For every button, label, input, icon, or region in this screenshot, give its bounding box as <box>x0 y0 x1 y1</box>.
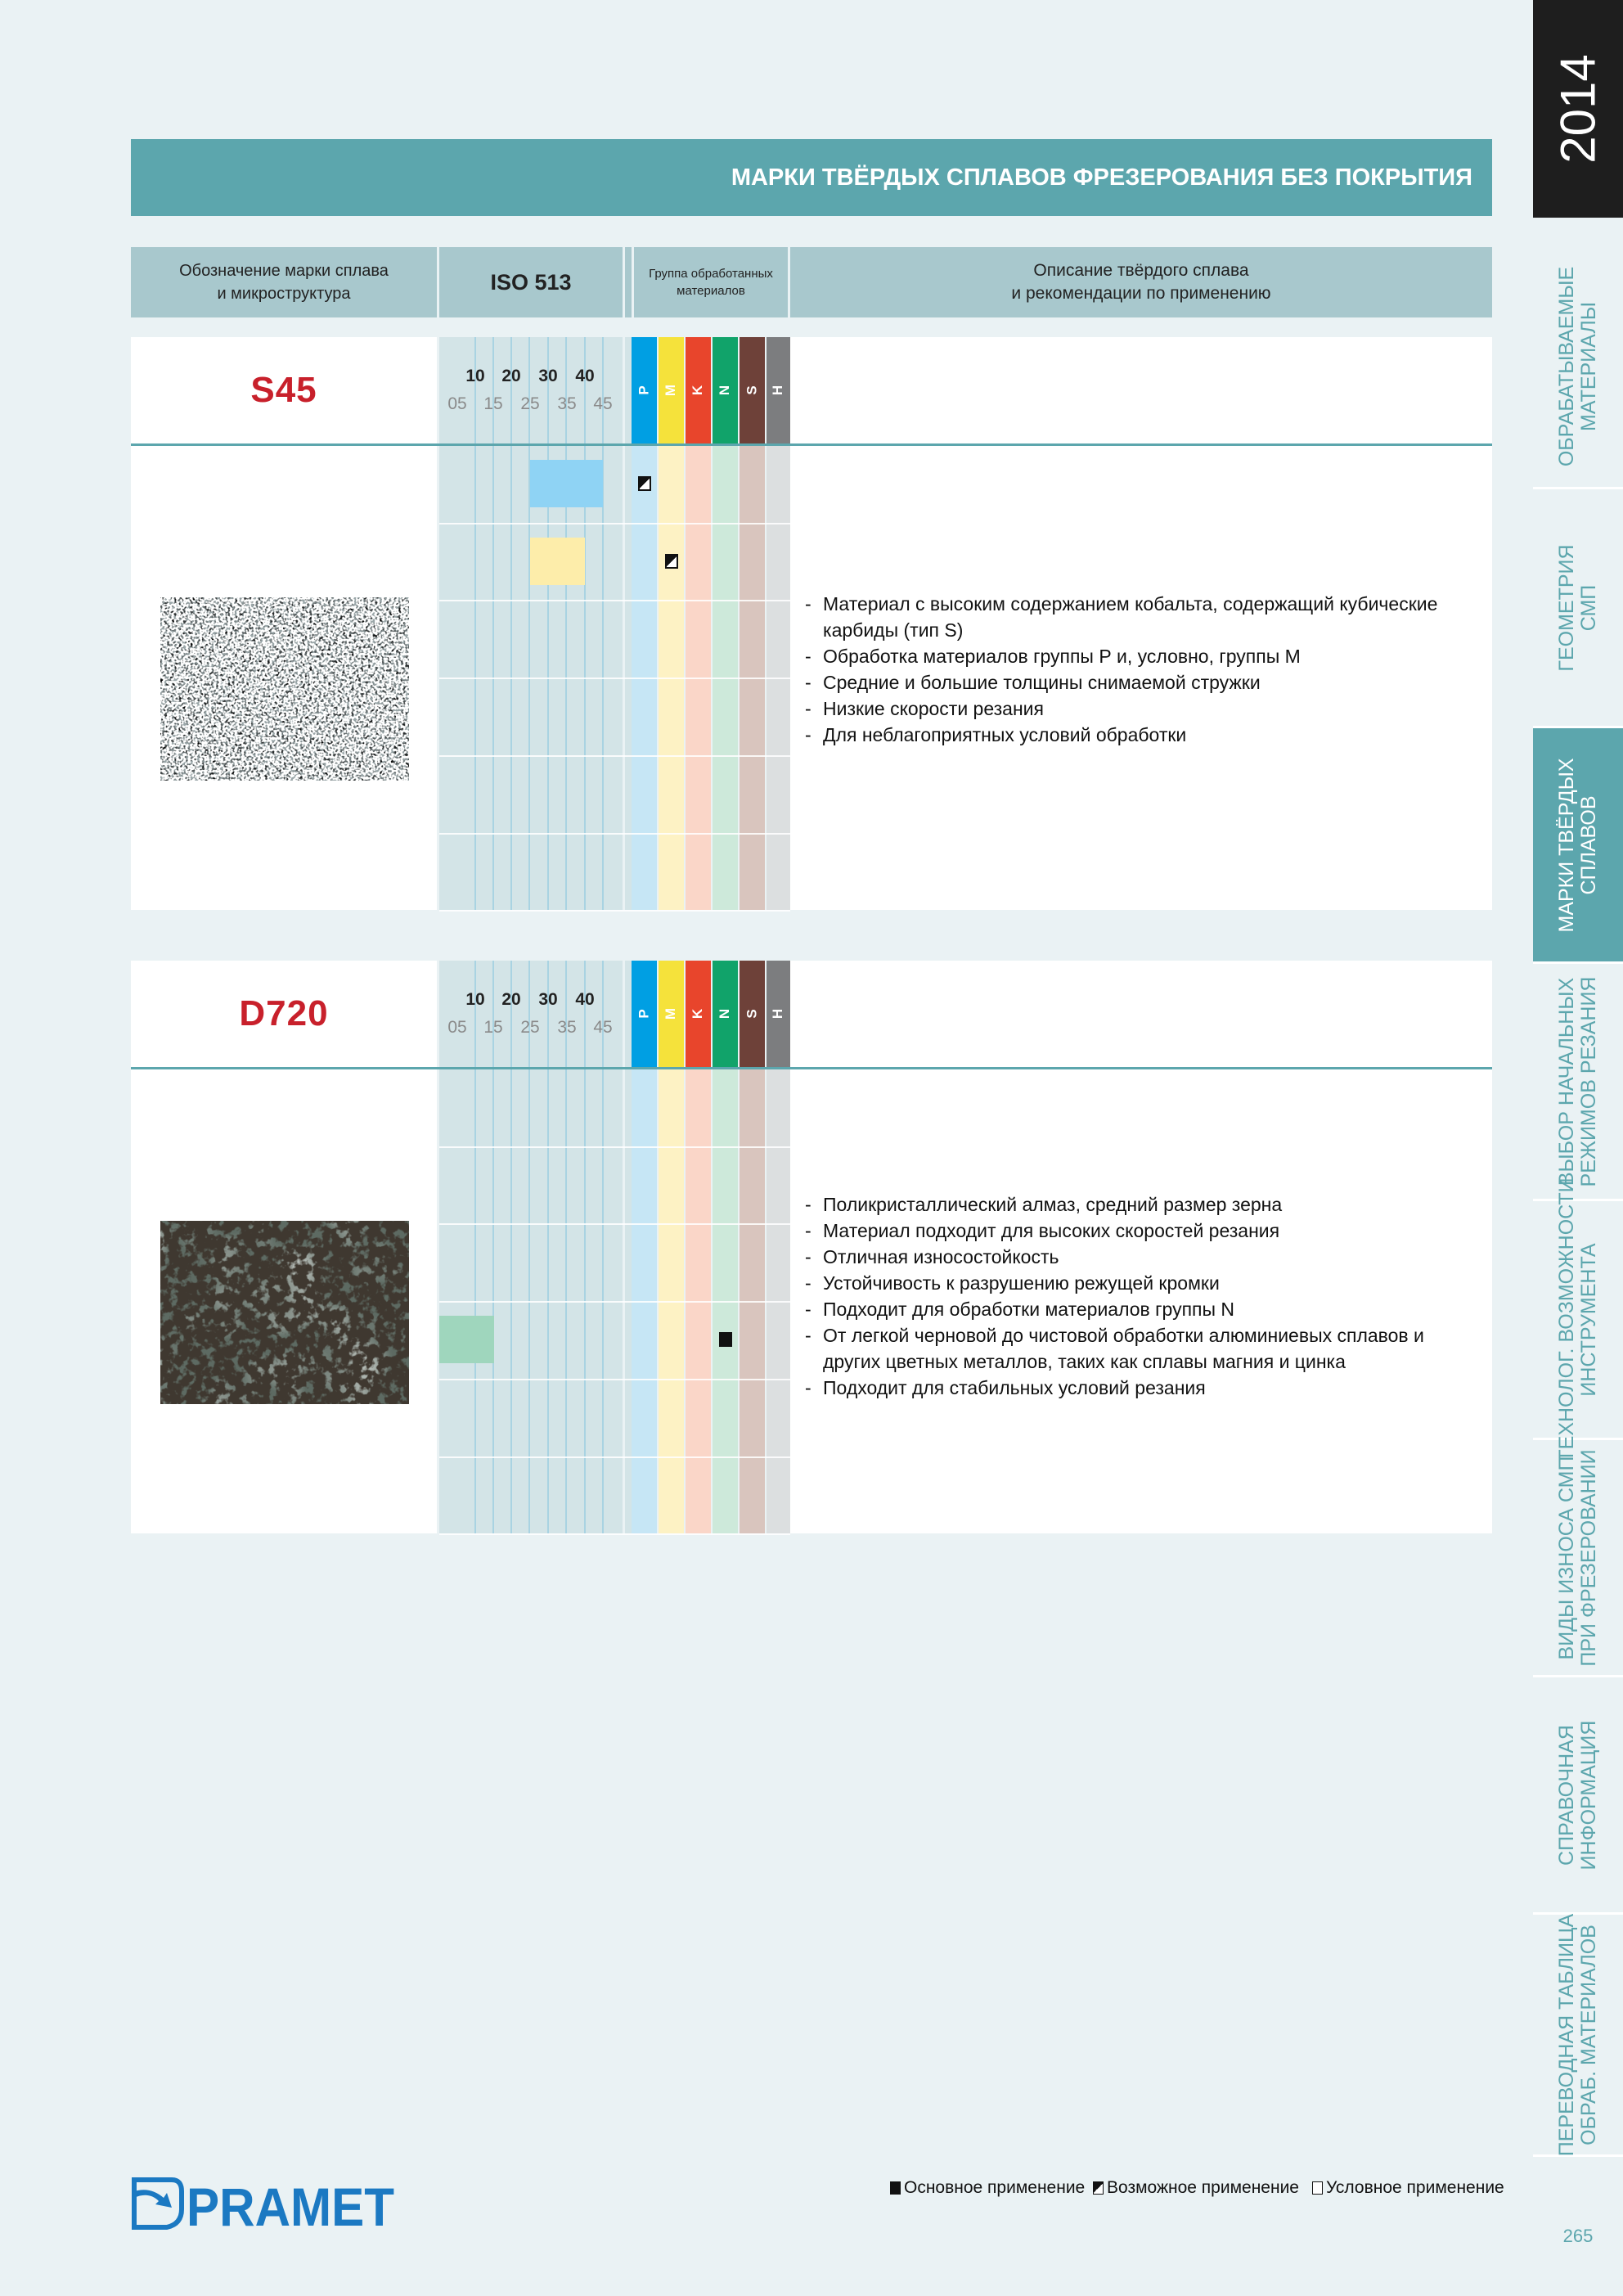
legend-main-label: Основное применение <box>904 2178 1086 2197</box>
side-tab-line: ИНСТРУМЕНТА <box>1577 1242 1600 1397</box>
side-tab[interactable] <box>1533 1177 1623 1462</box>
side-tab-line: ГЕОМЕТРИЯ <box>1555 543 1578 672</box>
application-mark-main <box>719 1332 732 1347</box>
iso-gridline <box>510 961 512 1533</box>
material-header-k <box>686 961 711 1067</box>
legend-possible <box>1093 2178 1299 2198</box>
row-separator <box>439 523 790 524</box>
side-tab-line: ОБРАБАТЫВАЕМЫЕ <box>1555 266 1578 466</box>
description-item: - Обработка материалов группы Р и, условно, группы М <box>805 643 1484 669</box>
side-tab-line: ПРИ ФРЕЗЕРОВАНИИ <box>1577 1448 1600 1667</box>
iso-major-label: 40 <box>575 990 595 1009</box>
application-bar <box>530 538 585 585</box>
legend <box>890 2178 1504 2203</box>
page-title: МАРКИ ТВЁРДЫХ СПЛАВОВ ФРЕЗЕРОВАНИЯ БЕЗ ПОКРЫТИЯ <box>131 139 1492 216</box>
header-iso-spacer <box>625 247 632 317</box>
material-header-s <box>740 337 765 443</box>
row-separator <box>439 833 790 835</box>
grade-name-cell <box>131 337 437 443</box>
iso-gridline <box>492 337 494 910</box>
header-desc-line1: Описание твёрдого сплава <box>1033 261 1249 280</box>
side-tab-label <box>1556 1449 1600 1666</box>
side-tab-line: МАРКИ ТВЁРДЫХ <box>1555 757 1578 933</box>
row-separator <box>439 1146 790 1148</box>
description-item: - Материал подходит для высоких скоростей резания <box>805 1218 1476 1244</box>
description-item: - Материал с высоким содержанием кобальта, содержащий кубические карбиды (тип S) <box>805 591 1484 643</box>
application-mark-possible <box>665 554 678 569</box>
header-iso: ISO 513 <box>439 247 623 317</box>
iso-gridline <box>584 337 586 910</box>
material-code: N <box>717 1008 733 1020</box>
iso-gridline <box>547 337 549 910</box>
iso-scale <box>439 337 623 910</box>
description-item: - Подходит для стабильных условий резания <box>805 1375 1476 1401</box>
material-column-m <box>659 961 684 1533</box>
row-separator <box>439 755 790 757</box>
brand-name: PRAMET <box>187 2177 394 2231</box>
side-tab[interactable] <box>1533 1915 1623 2157</box>
grade-block <box>131 961 1492 1533</box>
side-tab-line: ТЕХНОЛОГ. ВОЗМОЖНОСТИ <box>1555 1177 1578 1462</box>
description-item: - Устойчивость к разрушению режущей кромки <box>805 1270 1476 1296</box>
side-tab-line: МАТЕРИАЛЫ <box>1577 301 1600 431</box>
header-desc-line2: и рекомендации по применению <box>1011 284 1271 303</box>
header-divider <box>131 443 1492 446</box>
iso-spacer <box>625 337 632 910</box>
header-group <box>634 247 788 317</box>
description-item: - Отличная износостойкость <box>805 1244 1476 1270</box>
grade-name: S45 <box>250 370 317 410</box>
side-tab-line: СМП <box>1577 584 1600 631</box>
header-grade-line1: Обозначение марки сплава <box>179 262 389 280</box>
material-code: K <box>690 1008 706 1020</box>
description-list <box>805 591 1484 748</box>
material-header-n <box>713 337 738 443</box>
iso-gridline <box>547 961 549 1533</box>
legend-conditional-label: Условное применение <box>1326 2178 1504 2197</box>
iso-gridline <box>474 961 476 1533</box>
microstructure-image <box>160 597 409 781</box>
row-separator <box>439 1301 790 1303</box>
description-item: - Для неблагоприятных условий обработки <box>805 722 1484 748</box>
header-divider <box>131 1067 1492 1069</box>
application-bar <box>530 460 603 507</box>
side-tab[interactable] <box>1533 728 1623 964</box>
iso-gridline <box>528 337 530 910</box>
legend-main-square <box>890 2181 901 2195</box>
side-tab-line: СПРАВОЧНАЯ <box>1555 1724 1578 1866</box>
iso-major-label: 10 <box>465 367 485 385</box>
page-number: 265 <box>1562 2226 1594 2246</box>
iso-scale-labels <box>439 961 623 1067</box>
grade-name: D720 <box>239 993 329 1033</box>
microstructure-cell <box>131 1069 437 1533</box>
iso-major-label: 40 <box>575 367 595 385</box>
iso-scale-labels <box>439 337 623 443</box>
side-tab-label <box>1556 758 1600 932</box>
material-header-p <box>632 961 657 1067</box>
iso-spacer <box>625 961 632 1533</box>
material-code: H <box>770 385 786 396</box>
material-column-s <box>740 961 765 1533</box>
year-label: 2014 <box>1550 54 1606 164</box>
side-tab-line: РЕЖИМОВ РЕЗАНИЯ <box>1577 976 1600 1186</box>
material-column-h <box>767 961 790 1533</box>
side-tab-label <box>1556 544 1600 671</box>
side-tab[interactable] <box>1533 1440 1623 1677</box>
iso-gridline <box>602 961 604 1533</box>
row-separator <box>439 1223 790 1225</box>
material-code: S <box>744 1009 760 1019</box>
material-header-h <box>767 337 790 443</box>
iso-gridline <box>584 961 586 1533</box>
microstructure-cell <box>131 445 437 910</box>
material-code: M <box>663 1007 679 1020</box>
material-code: K <box>690 385 706 396</box>
iso-minor-label: 05 <box>447 1018 467 1037</box>
application-bar <box>439 1316 494 1363</box>
iso-gridline <box>510 337 512 910</box>
material-code: M <box>663 384 679 397</box>
header-grade-line2: и микроструктура <box>217 285 351 303</box>
material-code: P <box>636 385 652 395</box>
description-item: - Низкие скорости резания <box>805 696 1484 722</box>
side-tab-label <box>1556 266 1600 466</box>
iso-minor-label: 15 <box>483 394 503 413</box>
header-group-line1: Группа обработанных <box>649 267 773 281</box>
iso-gridline <box>565 337 567 910</box>
material-header-s <box>740 961 765 1067</box>
legend-main <box>890 2178 1085 2198</box>
header-grade <box>131 247 437 317</box>
side-tab-label <box>1556 976 1600 1186</box>
iso-gridline <box>474 337 476 910</box>
side-tab-label <box>1556 1720 1600 1870</box>
legend-possible-square <box>1093 2181 1104 2195</box>
material-column-h <box>767 337 790 910</box>
header-group-line2: материалов <box>677 284 745 298</box>
iso-gridline <box>565 961 567 1533</box>
material-header-h <box>767 961 790 1067</box>
side-tab-line: ВЫБОР НАЧАЛЬНЫХ <box>1555 977 1578 1186</box>
material-code: H <box>770 1008 786 1020</box>
table-header <box>131 247 1492 317</box>
material-header-p <box>632 337 657 443</box>
application-mark-possible <box>638 476 651 491</box>
pramet-logo-mark <box>134 2180 182 2227</box>
side-tab-line: ПЕРЕВОДНАЯ ТАБЛИЦА <box>1555 1913 1578 2156</box>
row-separator <box>439 678 790 679</box>
iso-gridline <box>602 337 604 910</box>
iso-minor-label: 25 <box>520 394 540 413</box>
iso-gridline <box>492 961 494 1533</box>
iso-minor-label: 35 <box>557 1018 577 1037</box>
iso-minor-label: 25 <box>520 1018 540 1037</box>
material-column-s <box>740 337 765 910</box>
grade-name-cell <box>131 961 437 1067</box>
description-item: - Подходит для обработки материалов группы N <box>805 1296 1476 1322</box>
iso-minor-label: 45 <box>593 394 613 413</box>
iso-major-label: 30 <box>538 367 558 385</box>
description-header-cell <box>790 337 1492 443</box>
description-item: - Средние и большие толщины снимаемой стружки <box>805 669 1484 696</box>
material-column-n <box>713 961 738 1533</box>
material-column-n <box>713 337 738 910</box>
side-tab-label <box>1556 1177 1600 1461</box>
side-tab-line: СПЛАВОВ <box>1577 795 1600 895</box>
year-tab <box>1533 0 1623 218</box>
description-item: - От легкой черновой до чистовой обработки алюминиевых сплавов и других цветных металлов, таких как сплавы магния и цинка <box>805 1322 1476 1375</box>
iso-major-label: 20 <box>501 990 521 1009</box>
legend-conditional-square <box>1312 2181 1323 2195</box>
header-description <box>790 247 1492 317</box>
iso-minor-label: 35 <box>557 394 577 413</box>
material-column-k <box>686 337 711 910</box>
row-separator <box>439 910 790 912</box>
description-header-cell <box>790 961 1492 1067</box>
material-header-m <box>659 961 684 1067</box>
iso-major-label: 30 <box>538 990 558 1009</box>
row-separator <box>439 1533 790 1535</box>
side-tab[interactable] <box>1533 489 1623 728</box>
legend-conditional <box>1312 2178 1504 2198</box>
side-tab[interactable] <box>1533 964 1623 1201</box>
side-tab-line: ВИДЫ ИЗНОСА СМП <box>1555 1456 1578 1659</box>
material-column-k <box>686 961 711 1533</box>
side-tab[interactable] <box>1533 245 1623 489</box>
side-tab[interactable] <box>1533 1677 1623 1915</box>
iso-major-label: 10 <box>465 990 485 1009</box>
microstructure-image <box>160 1221 409 1404</box>
iso-minor-label: 15 <box>483 1018 503 1037</box>
material-column-m <box>659 337 684 910</box>
description-item: - Поликристаллический алмаз, средний размер зерна <box>805 1191 1476 1218</box>
description-list <box>805 1191 1476 1401</box>
material-code: P <box>636 1009 652 1019</box>
iso-gridline <box>528 961 530 1533</box>
description-cell <box>790 445 1492 910</box>
side-tab-line: ИНФОРМАЦИЯ <box>1577 1720 1600 1870</box>
row-separator <box>439 600 790 601</box>
grade-block <box>131 337 1492 910</box>
iso-scale <box>439 961 623 1533</box>
material-header-m <box>659 337 684 443</box>
row-separator <box>439 1379 790 1380</box>
side-tab-line: ОБРАБ. МАТЕРИАЛОВ <box>1577 1924 1600 2145</box>
iso-minor-label: 45 <box>593 1018 613 1037</box>
row-separator <box>439 1456 790 1458</box>
pramet-logo <box>131 2177 397 2231</box>
description-cell <box>790 1069 1492 1533</box>
material-code: N <box>717 385 733 396</box>
material-header-n <box>713 961 738 1067</box>
iso-major-label: 20 <box>501 367 521 385</box>
side-tab-label <box>1556 1913 1600 2155</box>
iso-minor-label: 05 <box>447 394 467 413</box>
material-header-k <box>686 337 711 443</box>
material-column-p <box>632 961 657 1533</box>
material-code: S <box>744 385 760 395</box>
material-column-p <box>632 337 657 910</box>
legend-possible-label: Возможное применение <box>1107 2178 1299 2197</box>
